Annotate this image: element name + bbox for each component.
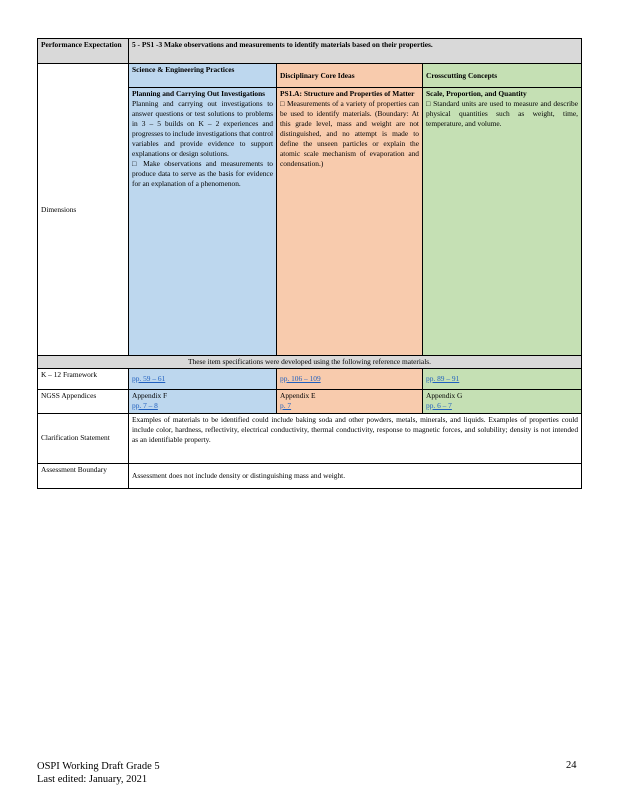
- dci-header: Disciplinary Core Ideas: [277, 64, 423, 88]
- sep-title: Planning and Carrying Out Investigations: [132, 89, 266, 98]
- framework-link-dci[interactable]: pp. 106 – 109: [280, 373, 321, 383]
- appendix-name-ccc: Appendix G: [426, 390, 463, 400]
- appendix-cell-sep: [129, 389, 277, 413]
- framework-link-ccc[interactable]: pp. 89 – 91: [426, 373, 460, 383]
- clarification-text: Examples of materials to be identified could include baking soda and other powders, metals, minerals, and liquids. Examples of properties could include color, hardness, reflectivity, electrical conductivity, thermal conductivity, response to magnetic forces, and solubility; density is not intended as an identifiable property.: [129, 413, 582, 463]
- clarification-label: Clarification Statement: [38, 413, 129, 463]
- page-number: 24: [566, 760, 577, 771]
- dimensions-label: Dimensions: [38, 64, 129, 356]
- framework-label: K – 12 Framework: [38, 368, 129, 389]
- performance-expectation-label: Performance Expectation: [38, 39, 129, 64]
- footer-last-edited: Last edited: January, 2021: [37, 774, 148, 786]
- ngss-label: NGSS Appendices: [38, 389, 129, 413]
- sep-body: Planning and carrying out investigations to answer questions or test solutions to problems in 3 – 5 builds on K – 2 experiences and progresses to include investigations that control variables and provide evidence to support explanations or design solutions.: [132, 98, 274, 158]
- reference-note: These item specifications were developed using the following reference materials.: [38, 356, 582, 369]
- framework-link-sep[interactable]: pp. 59 – 61: [132, 373, 166, 383]
- footer: [37, 760, 160, 786]
- boundary-text: Assessment does not include density or distinguishing mass and weight.: [129, 463, 582, 488]
- ccc-body: □ Standard units are used to measure and describe physical quantities such as weight, time, temperature, and volume.: [426, 98, 579, 128]
- framework-cell-ccc: [423, 368, 582, 389]
- appendix-link-sep[interactable]: pp. 7 – 8: [132, 400, 158, 410]
- performance-expectation-text: 5 - PS1 -3 Make observations and measurements to identify materials based on their properties.: [129, 39, 582, 64]
- sep-cell: [129, 88, 277, 356]
- item-specification-table: [37, 38, 582, 489]
- framework-cell-sep: [129, 368, 277, 389]
- dci-cell: [277, 88, 423, 356]
- dci-title: PS1.A: Structure and Properties of Matter: [280, 89, 415, 98]
- boundary-label: Assessment Boundary: [38, 463, 129, 488]
- appendix-cell-ccc: [423, 389, 582, 413]
- dci-body: □ Measurements of a variety of properties can be used to identify materials. (Boundary: At this grade level, mass and weight are not distinguished, and no attempt is made to define the unseen particles or explain the atomic scale mechanism of evaporation and condensation.): [280, 98, 419, 168]
- ccc-title: Scale, Proportion, and Quantity: [426, 89, 527, 98]
- appendix-link-dci[interactable]: p. 7: [280, 400, 292, 410]
- ccc-header: Crosscutting Concepts: [423, 64, 582, 88]
- appendix-link-ccc[interactable]: pp. 6 – 7: [426, 400, 452, 410]
- appendix-cell-dci: [277, 389, 423, 413]
- sep-bullet: □ Make observations and measurements to produce data to serve as the basis for evidence for an explanation of a phenomenon.: [132, 158, 273, 188]
- ccc-cell: [423, 88, 582, 356]
- sep-header: Science & Engineering Practices: [129, 64, 277, 88]
- footer-draft-title: OSPI Working Draft Grade 5: [37, 761, 160, 772]
- appendix-name-sep: Appendix F: [132, 390, 168, 400]
- framework-cell-dci: [277, 368, 423, 389]
- appendix-name-dci: Appendix E: [280, 390, 316, 400]
